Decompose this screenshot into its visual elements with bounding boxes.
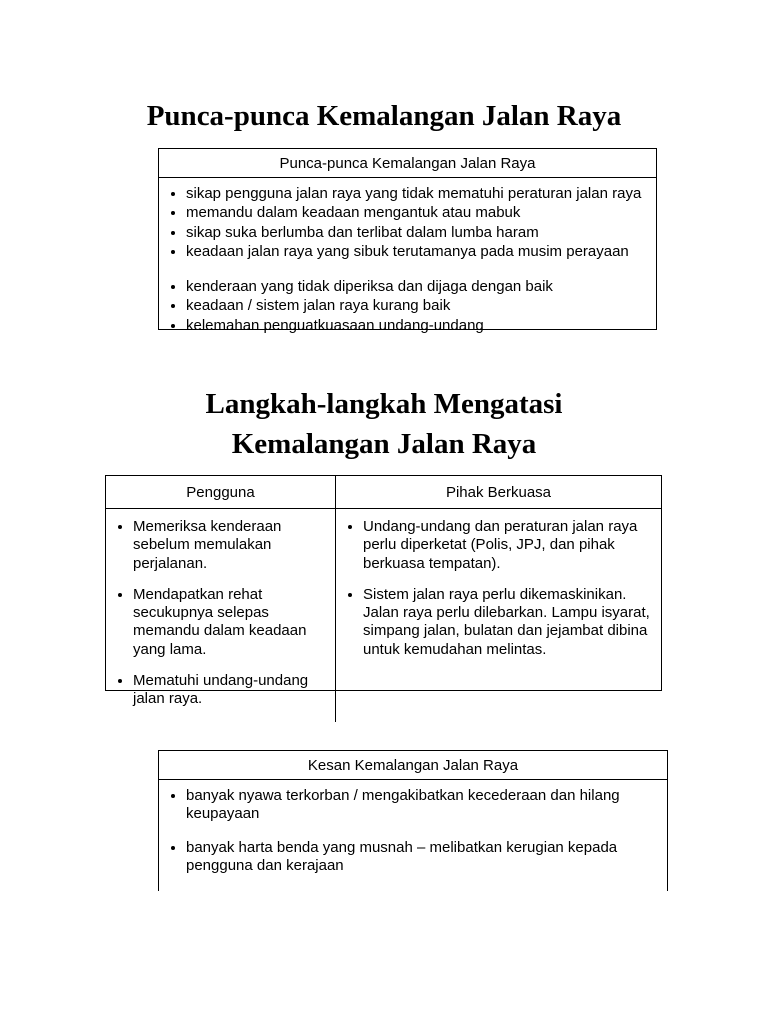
- list-item: • Mematuhi undang-undang jalan raya.: [133, 672, 325, 709]
- causes-list-secondary: [159, 278, 646, 335]
- page-title-causes: Punca-punca Kemalangan Jalan Raya: [146, 100, 622, 132]
- measures-col-authorities: [336, 509, 661, 722]
- list-item: • kenderaan yang tidak diperiksa dan dijaga dengan baik: [186, 278, 646, 296]
- list-item: • keadaan / sistem jalan raya kurang baik: [186, 297, 646, 315]
- measures-authorities-list: [336, 518, 651, 659]
- list-item: • sikap pengguna jalan raya yang tidak mematuhi peraturan jalan raya: [186, 185, 646, 203]
- page-title-measures-line1: Langkah-langkah Mengatasi: [205, 388, 563, 420]
- causes-table-header: Punca-punca Kemalangan Jalan Raya: [159, 149, 656, 178]
- list-item: • keadaan jalan raya yang sibuk terutamanya pada musim perayaan: [186, 243, 646, 261]
- measures-col-users-header: Pengguna: [106, 476, 336, 509]
- list-item: • banyak harta benda yang musnah – melibatkan kerugian kepada pengguna dan kerajaan: [186, 839, 657, 876]
- measures-users-list: [106, 518, 325, 709]
- list-item: • Memeriksa kenderaan sebelum memulakan perjalanan.: [133, 518, 325, 573]
- list-item: • sikap suka berlumba dan terlibat dalam lumba haram: [186, 224, 646, 242]
- measures-table-body: [106, 509, 661, 722]
- effects-list: [159, 787, 657, 875]
- causes-list-primary: [159, 185, 646, 261]
- measures-col-authorities-header: Pihak Berkuasa: [336, 476, 661, 509]
- page-title-measures: [0, 384, 768, 464]
- measures-table: [105, 475, 662, 708]
- list-item: • kelemahan penguatkuasaan undang-undang: [186, 317, 646, 335]
- list-item: • Undang-undang dan peraturan jalan raya perlu diperketat (Polis, JPJ, dan pihak berkuasa tempatan).: [363, 518, 651, 573]
- effects-table-header: Kesan Kemalangan Jalan Raya: [159, 751, 667, 780]
- effects-table: [158, 750, 668, 891]
- list-item: • Sistem jalan raya perlu dikemaskinikan. Jalan raya perlu dilebarkan. Lampu isyarat, simpang jalan, bulatan dan jejambat dibina untuk kemudahan melintas.: [363, 586, 651, 659]
- measures-col-users: [106, 509, 336, 722]
- measures-table-header-row: [106, 476, 661, 509]
- list-item: • Mendapatkan rehat secukupnya selepas memandu dalam keadaan yang lama.: [133, 586, 325, 659]
- list-item: • banyak nyawa terkorban / mengakibatkan kecederaan dan hilang keupayaan: [186, 787, 657, 824]
- list-item: • memandu dalam keadaan mengantuk atau mabuk: [186, 204, 646, 222]
- page-title-measures-line2: Kemalangan Jalan Raya: [231, 428, 537, 461]
- causes-table: [158, 148, 657, 334]
